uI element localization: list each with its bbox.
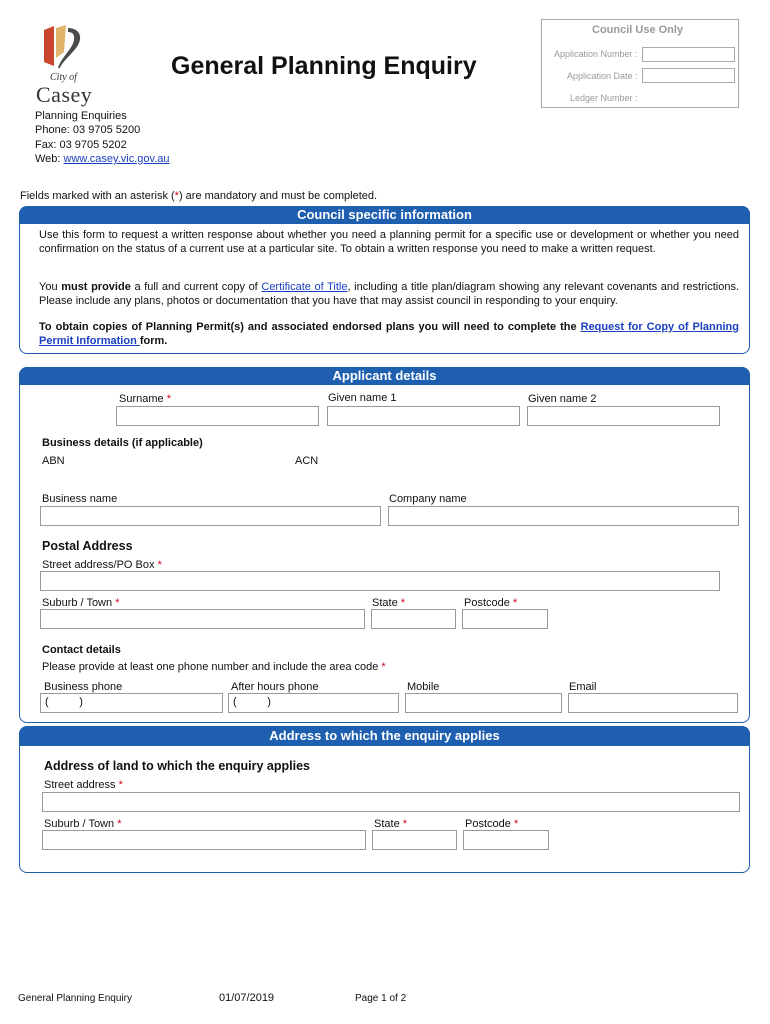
postal-street-label xyxy=(42,559,162,571)
logo-casey: Casey xyxy=(36,82,93,107)
land-street-label xyxy=(44,779,123,791)
land-postcode-label xyxy=(465,818,518,830)
website-link[interactable]: www.casey.vic.gov.au xyxy=(63,153,170,165)
postal-state-field[interactable] xyxy=(371,609,456,629)
page-title: General Planning Enquiry xyxy=(171,52,477,80)
land-postcode-label-text: Postcode xyxy=(465,818,511,830)
web-prefix: Web: xyxy=(35,153,64,165)
after-hours-label: After hours phone xyxy=(231,681,319,693)
land-suburb-label xyxy=(44,818,121,830)
p2-text-a: You xyxy=(39,281,62,293)
mandatory-note-before: Fields marked with an asterisk ( xyxy=(20,190,175,202)
council-info-heading: Council specific information xyxy=(19,206,750,224)
council-use-only-box xyxy=(541,19,739,108)
postal-suburb-field[interactable] xyxy=(40,609,365,629)
business-phone-label: Business phone xyxy=(44,681,123,693)
company-name-field[interactable] xyxy=(388,506,739,526)
land-street-asterisk: * xyxy=(118,779,123,791)
council-use-only-title: Council Use Only xyxy=(592,24,684,36)
postal-state-asterisk: * xyxy=(400,597,406,609)
land-suburb-asterisk: * xyxy=(117,818,122,830)
surname-label-text: Surname xyxy=(119,393,164,405)
logo-emblem-icon xyxy=(40,22,90,72)
p2-bold: must provide xyxy=(61,281,131,293)
planning-enquiries-label: Planning Enquiries xyxy=(35,110,127,122)
application-date-label: Application Date : xyxy=(567,71,638,81)
council-info-paragraph-2 xyxy=(39,281,739,308)
business-phone-field[interactable] xyxy=(40,693,223,713)
surname-field[interactable] xyxy=(116,406,319,426)
given-name-1-label: Given name 1 xyxy=(328,392,397,404)
mandatory-note-after: ) are mandatory and must be completed. xyxy=(178,190,378,202)
postal-suburb-label xyxy=(42,597,119,609)
land-postcode-field[interactable] xyxy=(463,830,549,850)
postal-state-label-text: State xyxy=(372,597,398,609)
postal-street-label-text: Street address/PO Box xyxy=(42,559,155,571)
footer-date: 01/07/2019 xyxy=(219,992,275,1004)
postal-postcode-label xyxy=(464,597,517,609)
p2-text-b: a full and current copy of xyxy=(130,281,262,293)
application-number-label: Application Number : xyxy=(554,49,638,59)
address-heading: Address to which the enquiry applies xyxy=(19,726,750,746)
footer-form-name: General Planning Enquiry xyxy=(18,993,132,1004)
business-phone-value: ( ) xyxy=(45,696,83,708)
email-label: Email xyxy=(569,681,597,693)
p3-text-b: form. xyxy=(139,334,168,347)
after-hours-value: ( ) xyxy=(233,696,271,708)
abn-label: ABN xyxy=(42,455,65,467)
given-name-2-label: Given name 2 xyxy=(528,393,597,405)
postal-postcode-field[interactable] xyxy=(462,609,548,629)
contact-details-heading: Contact details xyxy=(42,644,121,656)
mobile-label: Mobile xyxy=(407,681,440,693)
contact-note xyxy=(42,661,386,673)
surname-asterisk: * xyxy=(166,393,171,405)
request-copy-permit-link[interactable]: Request for Copy of Planning Permit Information xyxy=(39,321,739,347)
title-field[interactable] xyxy=(40,387,112,412)
email-field[interactable] xyxy=(568,693,738,713)
council-info-paragraph-3 xyxy=(39,321,739,348)
mobile-field[interactable] xyxy=(405,693,562,713)
application-date-field[interactable] xyxy=(642,68,735,83)
mandatory-note xyxy=(20,190,377,202)
web-line xyxy=(35,153,170,165)
postal-state-label xyxy=(372,597,405,609)
land-street-field[interactable] xyxy=(42,792,740,812)
land-state-label-text: State xyxy=(374,818,400,830)
certificate-of-title-link[interactable]: Certificate of Title xyxy=(261,281,348,293)
company-name-label: Company name xyxy=(389,493,467,505)
footer-page: Page 1 of 2 xyxy=(355,993,407,1004)
land-state-asterisk: * xyxy=(402,818,408,830)
land-suburb-label-text: Suburb / Town xyxy=(44,818,115,830)
surname-label xyxy=(119,393,171,405)
business-name-label: Business name xyxy=(42,493,118,505)
postal-postcode-label-text: Postcode xyxy=(464,597,510,609)
land-state-field[interactable] xyxy=(372,830,457,850)
application-number-field[interactable] xyxy=(642,47,735,62)
given-name-2-field[interactable] xyxy=(527,406,720,426)
mandatory-asterisk: * xyxy=(174,190,179,202)
after-hours-field[interactable] xyxy=(228,693,399,713)
contact-note-asterisk: * xyxy=(381,661,386,673)
postal-address-heading: Postal Address xyxy=(42,539,133,553)
acn-label: ACN xyxy=(295,455,319,467)
postal-suburb-label-text: Suburb / Town xyxy=(42,597,113,609)
logo-city-of: City of xyxy=(50,72,77,83)
postal-street-field[interactable] xyxy=(40,571,720,591)
land-postcode-asterisk: * xyxy=(513,818,519,830)
contact-note-text: Please provide at least one phone number and include the area code xyxy=(42,661,379,673)
given-name-1-field[interactable] xyxy=(327,406,520,426)
ledger-number-label: Ledger Number : xyxy=(570,93,638,103)
postal-postcode-asterisk: * xyxy=(512,597,518,609)
postal-suburb-asterisk: * xyxy=(115,597,120,609)
phone-text: Phone: 03 9705 5200 xyxy=(35,124,141,136)
council-info-paragraph-1: Use this form to request a written response about whether you need a planning permit for a specific use or development or whether you need confirmation on the status of a current use at a particular site. To obtain a written response you need to make a written request. xyxy=(39,229,739,255)
postal-street-asterisk: * xyxy=(157,559,162,571)
land-street-label-text: Street address xyxy=(44,779,116,791)
p3-text-a: To obtain copies of Planning Permit(s) and associated endorsed plans you will need to complete the xyxy=(39,321,581,333)
business-name-field[interactable] xyxy=(40,506,381,526)
city-of-casey-logo xyxy=(34,22,104,108)
land-state-label xyxy=(374,818,407,830)
land-suburb-field[interactable] xyxy=(42,830,366,850)
p2-text-c: , including a title plan/diagram showing any relevant covenants and restrictions. Please include any plans, photos or documentation that you have that may assist council in responding to your enquiry. xyxy=(39,281,739,307)
applicant-details-heading: Applicant details xyxy=(19,367,750,385)
fax-text: Fax: 03 9705 5202 xyxy=(35,139,127,151)
business-details-heading: Business details (if applicable) xyxy=(42,437,203,449)
land-address-heading: Address of land to which the enquiry applies xyxy=(44,759,311,773)
